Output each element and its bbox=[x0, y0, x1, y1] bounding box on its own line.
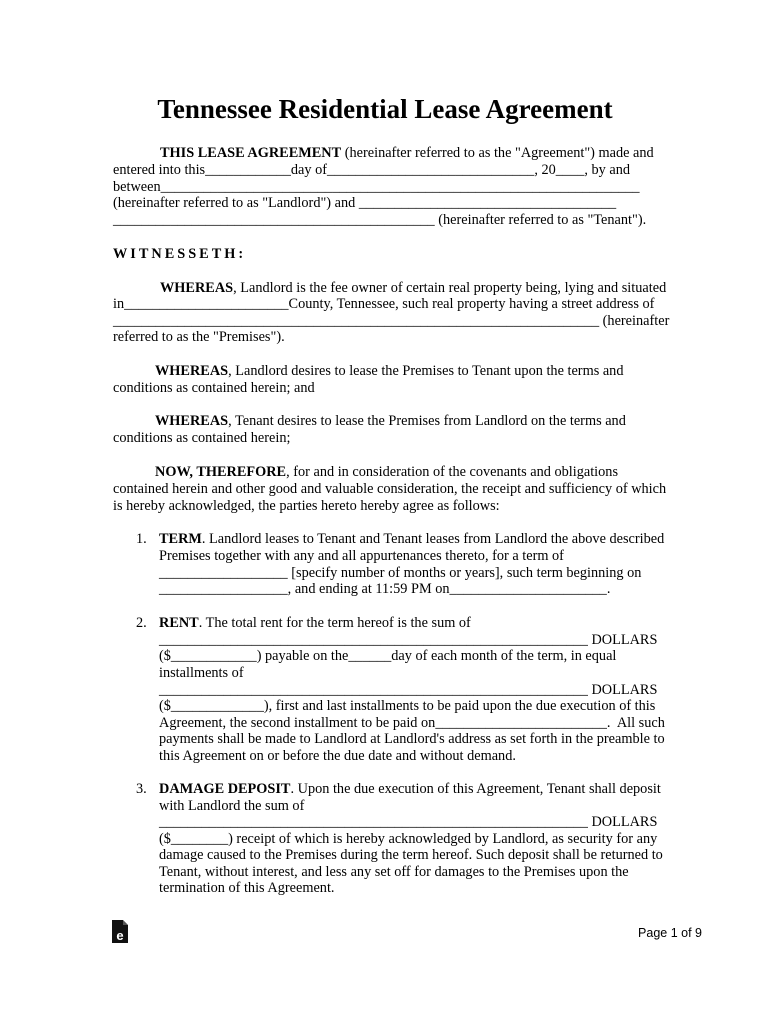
section-rent-line-7: Agreement, the second installment to be paid on________________________. All such bbox=[159, 715, 665, 731]
whereas-3-line-1 bbox=[155, 413, 626, 430]
section-term-line-3: __________________ [specify number of months or years], such term beginning on bbox=[159, 565, 642, 581]
section-rent-line-8: payments shall be made to Landlord at Landlord's address as set forth in the preamble to bbox=[159, 731, 665, 747]
section-term-line-4: __________________, and ending at 11:59 PM on______________________. bbox=[159, 581, 611, 597]
intro-line-2: entered into this____________day of_____________________________, 20____, by and bbox=[113, 162, 631, 178]
whereas-2-text: , Landlord desires to lease the Premises to Tenant upon the terms and bbox=[228, 363, 624, 379]
section-term-line-1 bbox=[159, 531, 664, 548]
whereas-1-text: , Landlord is the fee owner of certain real property being, lying and situated bbox=[233, 280, 667, 296]
witnesseth-heading: WITNESSETH: bbox=[113, 246, 247, 262]
now-therefore-line-3: is hereby acknowledged, the parties hereto hereby agree as follows: bbox=[113, 498, 500, 514]
whereas-1-line-3: ____________________________________________________________________ (hereinafter bbox=[113, 313, 670, 329]
intro-line-5: _____________________________________________ (hereinafter referred to as "Tenant"). bbox=[113, 212, 647, 228]
svg-text:e: e bbox=[116, 928, 124, 943]
whereas-2-line-2: conditions as contained herein; and bbox=[113, 380, 315, 396]
section-rent-bold: RENT bbox=[159, 615, 199, 631]
whereas-3-text: , Tenant desires to lease the Premises from Landlord on the terms and bbox=[228, 413, 626, 429]
section-rent-line-3: ($____________) payable on the______day of each month of the term, in equal bbox=[159, 648, 617, 664]
intro-line-3: between___________________________________________________________________ bbox=[113, 179, 640, 195]
section-rent-line-9: this Agreement on or before the due date and without demand. bbox=[159, 748, 516, 764]
page-number: Page 1 of 9 bbox=[638, 926, 702, 940]
section-rent-line-1 bbox=[159, 615, 471, 632]
now-therefore-text: , for and in consideration of the covenants and obligations bbox=[286, 464, 619, 480]
intro-line-1 bbox=[160, 145, 654, 162]
section-rent-line-4: installments of bbox=[159, 665, 244, 681]
now-therefore-bold: NOW, THEREFORE bbox=[155, 464, 287, 480]
section-deposit-line-2: with Landlord the sum of bbox=[159, 798, 305, 814]
whereas-1-line-2: in_______________________County, Tennessee, such real property having a street address of bbox=[113, 296, 655, 312]
whereas-1-bold: WHEREAS bbox=[160, 280, 234, 296]
whereas-1-line-1 bbox=[160, 280, 666, 297]
section-deposit-number: 3. bbox=[136, 781, 147, 797]
section-deposit-line-3: ____________________________________________________________ DOLLARS bbox=[159, 814, 658, 830]
section-rent-number: 2. bbox=[136, 615, 147, 631]
intro-bold: THIS LEASE AGREEMENT bbox=[160, 145, 342, 161]
section-rent-text: . The total rent for the term hereof is the sum of bbox=[198, 615, 471, 631]
section-term-bold: TERM bbox=[159, 531, 202, 547]
intro-line-4: (hereinafter referred to as "Landlord") and ____________________________________ bbox=[113, 195, 617, 211]
intro-text: (hereinafter referred to as the "Agreement") made and bbox=[341, 145, 654, 161]
section-term-number: 1. bbox=[136, 531, 147, 547]
section-rent-line-2: ____________________________________________________________ DOLLARS bbox=[159, 632, 658, 648]
whereas-1-line-4: referred to as the "Premises"). bbox=[113, 329, 285, 345]
section-rent-line-6: ($_____________), first and last installments to be paid upon the due execution of this bbox=[159, 698, 656, 714]
page-title: Tennessee Residential Lease Agreement bbox=[157, 94, 613, 124]
eforms-logo-icon bbox=[111, 920, 129, 943]
section-deposit-line-6: Tenant, without interest, and less any set off for damages to the Premises upon the bbox=[159, 864, 629, 880]
section-deposit-line-5: damage caused to the Premises during the term hereof. Such deposit shall be returned to bbox=[159, 847, 663, 863]
section-deposit-line-1 bbox=[159, 781, 661, 798]
section-deposit-line-4: ($________) receipt of which is hereby acknowledged by Landlord, as security for any bbox=[159, 831, 658, 847]
now-therefore-line-2: contained herein and other good and valuable consideration, the receipt and sufficiency of which bbox=[113, 481, 667, 497]
section-term-text: . Landlord leases to Tenant and Tenant leases from Landlord the above described bbox=[201, 531, 665, 547]
section-deposit-bold: DAMAGE DEPOSIT bbox=[159, 781, 291, 797]
now-therefore-line-1 bbox=[155, 464, 618, 481]
whereas-3-bold: WHEREAS bbox=[155, 413, 229, 429]
section-deposit-line-7: termination of this Agreement. bbox=[159, 880, 335, 896]
section-term-line-2: Premises together with any and all appurtenances thereto, for a term of bbox=[159, 548, 564, 564]
whereas-2-bold: WHEREAS bbox=[155, 363, 229, 379]
section-rent-line-5: ____________________________________________________________ DOLLARS bbox=[159, 682, 658, 698]
whereas-2-line-1 bbox=[155, 363, 623, 380]
whereas-3-line-2: conditions as contained herein; bbox=[113, 430, 291, 446]
section-deposit-text: . Upon the due execution of this Agreement, Tenant shall deposit bbox=[290, 781, 661, 797]
